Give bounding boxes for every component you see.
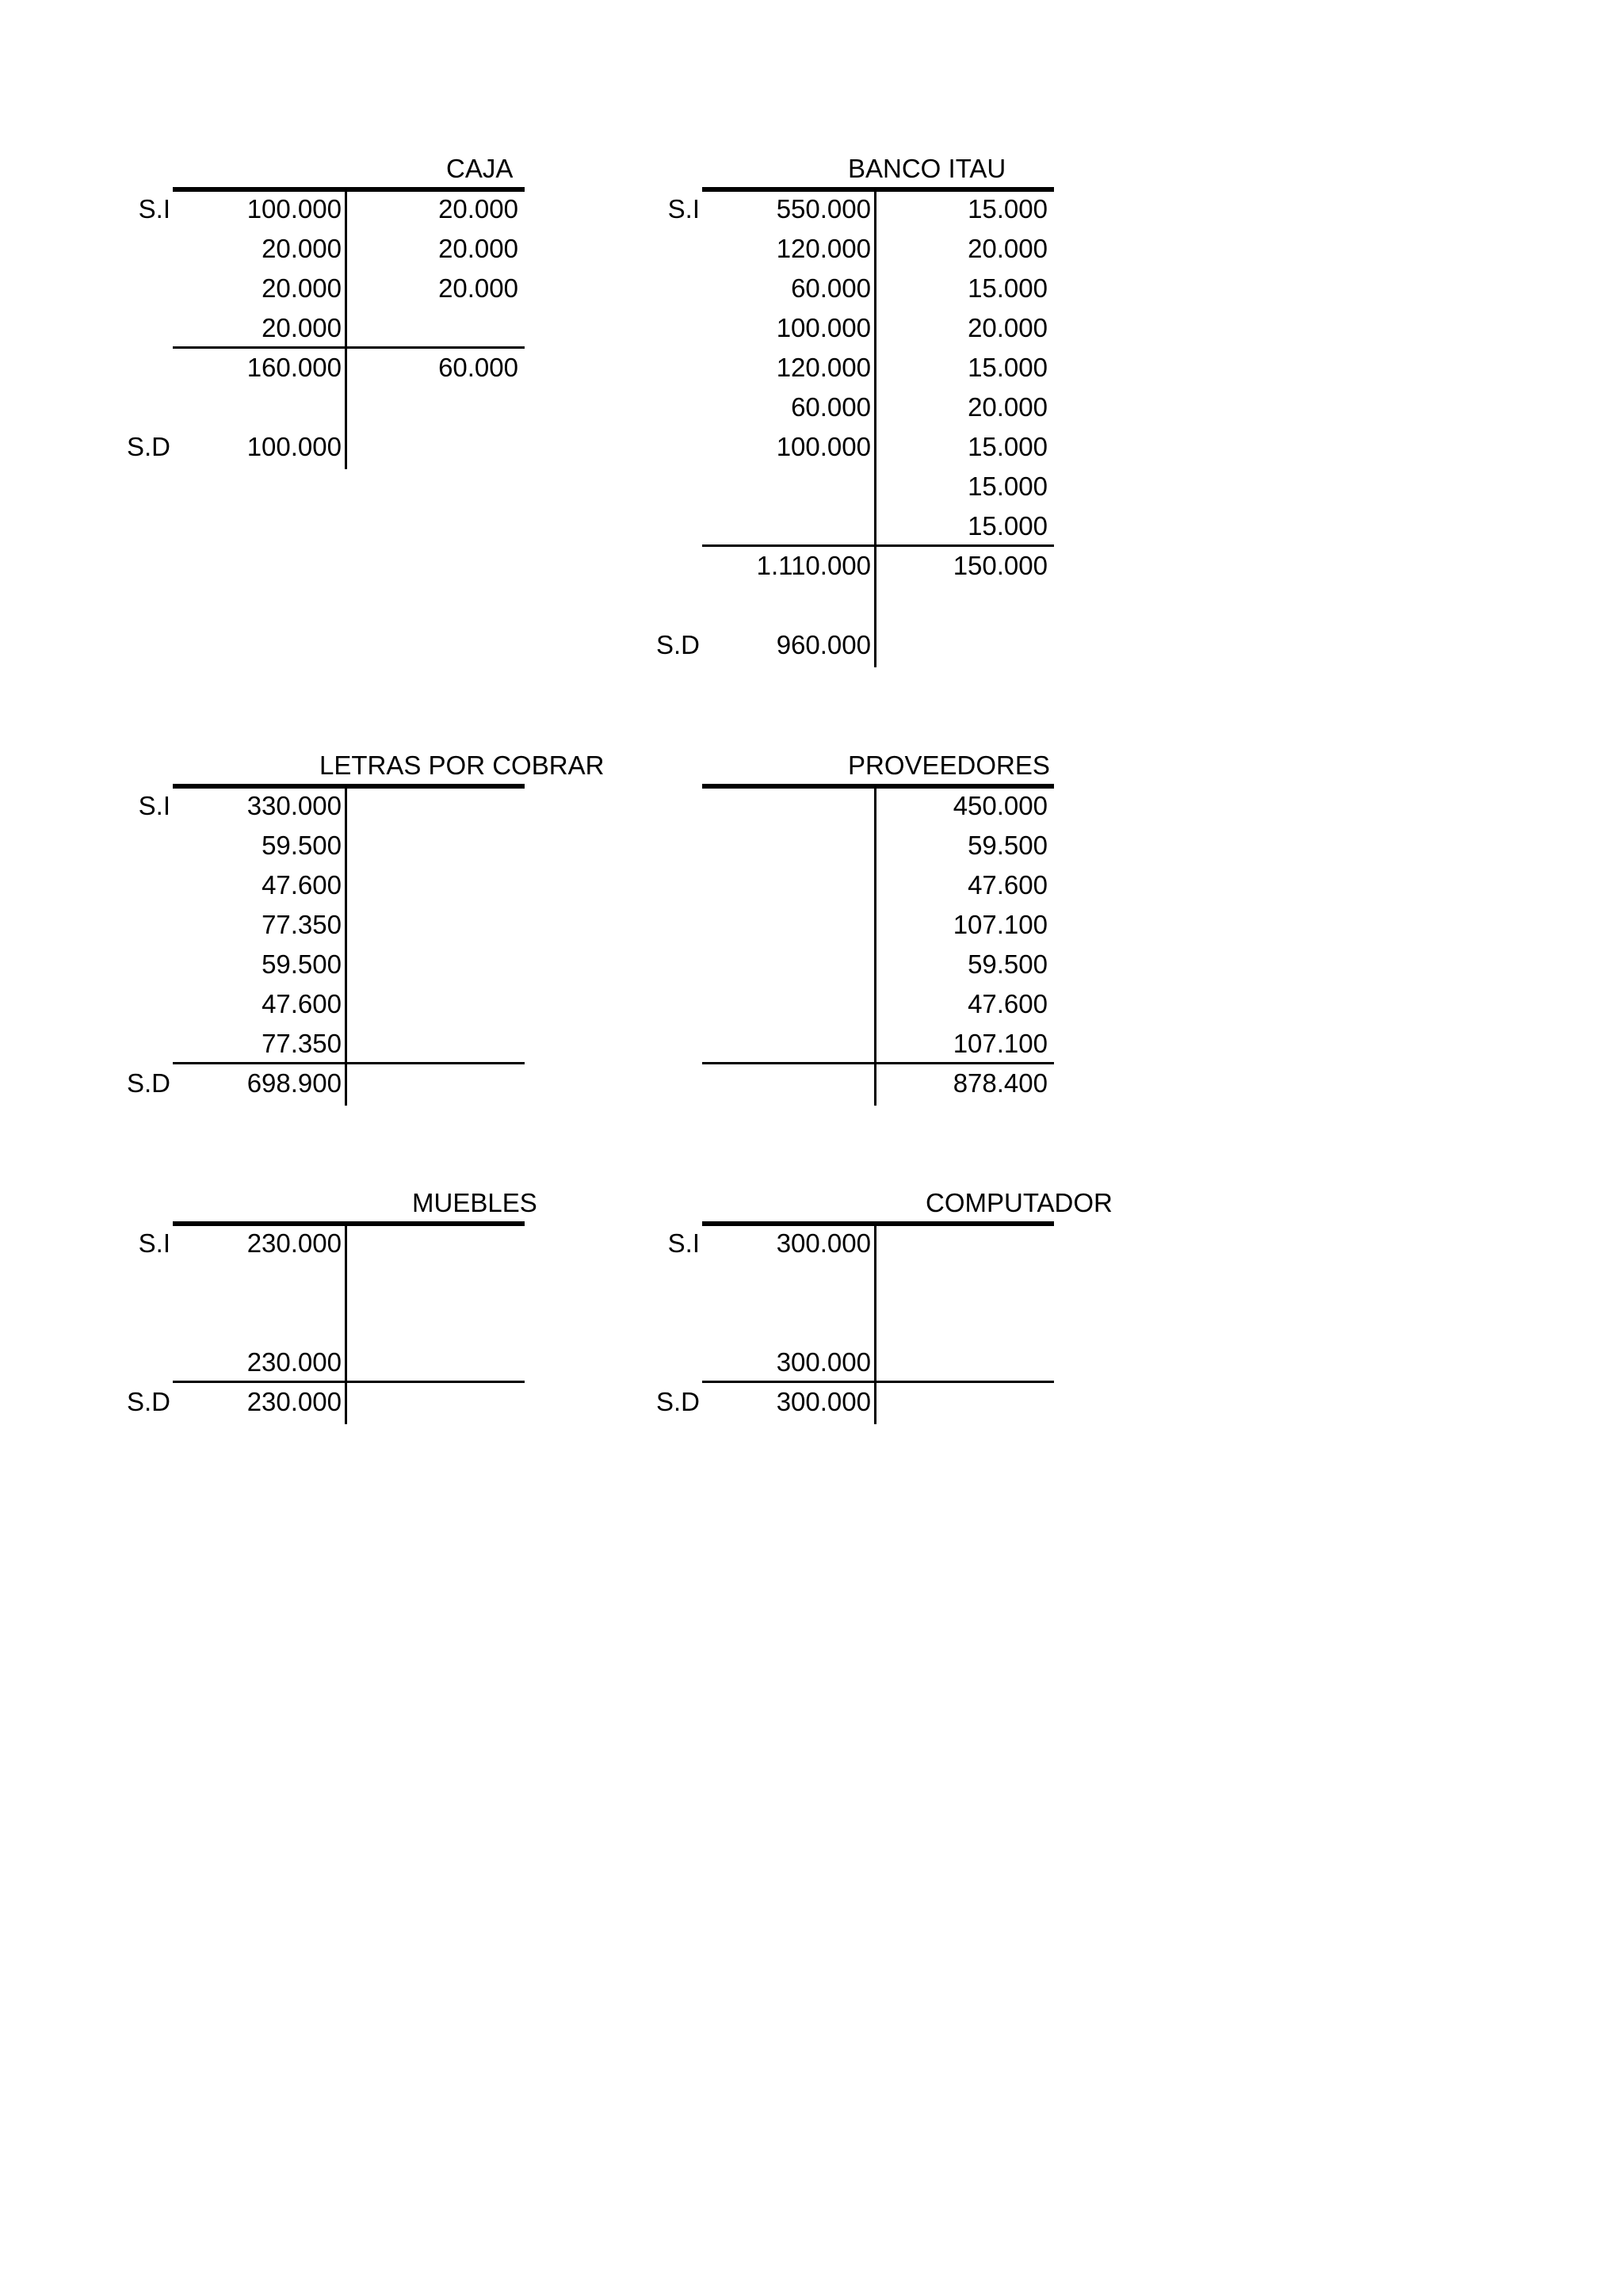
row-label [593, 905, 700, 945]
row-label [593, 984, 700, 1024]
account-vertical-rule [345, 785, 347, 1106]
account-title: MUEBLES [412, 1188, 537, 1217]
debit-amount: 230.000 [246, 1387, 342, 1416]
credit-amount [350, 984, 518, 1024]
debit-amount [704, 1263, 871, 1303]
debit-amount: 20.000 [262, 273, 342, 303]
debit-amount [704, 1064, 871, 1103]
credit-amount: 107.100 [953, 1029, 1048, 1058]
row-label [63, 826, 170, 865]
debit-amount: 100.000 [246, 194, 342, 223]
credit-amount [880, 1343, 1048, 1382]
row-label [593, 1343, 700, 1382]
debit-amount [704, 786, 871, 826]
debit-amount: 300.000 [776, 1387, 871, 1416]
debit-amount: 120.000 [776, 353, 871, 382]
row-label [593, 308, 700, 348]
debit-amount: 20.000 [262, 234, 342, 263]
credit-amount: 20.000 [438, 234, 518, 263]
row-label [593, 269, 700, 308]
credit-amount [350, 826, 518, 865]
row-label [63, 945, 170, 984]
row-label [593, 348, 700, 388]
credit-amount [350, 1263, 518, 1303]
credit-amount: 15.000 [968, 432, 1048, 461]
debit-amount: 330.000 [246, 791, 342, 820]
credit-amount: 20.000 [968, 392, 1048, 422]
row-label: S.I [138, 1228, 170, 1258]
credit-amount [880, 1263, 1048, 1303]
row-label [593, 1263, 700, 1303]
debit-amount: 59.500 [262, 949, 342, 979]
credit-amount: 107.100 [953, 910, 1048, 939]
credit-amount: 878.400 [953, 1068, 1048, 1098]
row-label [63, 1343, 170, 1382]
row-label: S.D [126, 1068, 170, 1098]
credit-amount: 20.000 [438, 194, 518, 223]
debit-amount: 698.900 [246, 1068, 342, 1098]
credit-amount [880, 625, 1048, 665]
account-title: BANCO ITAU [848, 154, 1006, 183]
account-sum-rule [702, 1062, 1054, 1064]
credit-amount: 59.500 [968, 831, 1048, 860]
account-vertical-rule [874, 1223, 876, 1424]
account-title: PROVEEDORES [848, 751, 1050, 780]
row-label [63, 1024, 170, 1064]
row-label [63, 388, 170, 427]
credit-amount [350, 905, 518, 945]
account-vertical-rule [345, 1223, 347, 1424]
debit-amount [704, 506, 871, 546]
credit-amount: 15.000 [968, 511, 1048, 541]
debit-amount [704, 865, 871, 905]
credit-amount [880, 1224, 1048, 1263]
ledger-account-computador [529, 1183, 1187, 1416]
debit-amount: 230.000 [246, 1347, 342, 1377]
account-vertical-rule [345, 189, 347, 469]
credit-amount: 450.000 [953, 791, 1048, 820]
row-label: S.D [655, 1387, 700, 1416]
debit-amount [704, 945, 871, 984]
row-label [63, 905, 170, 945]
row-label: S.D [126, 432, 170, 461]
debit-amount: 77.350 [262, 910, 342, 939]
debit-amount: 60.000 [791, 392, 871, 422]
debit-amount: 77.350 [262, 1029, 342, 1058]
debit-amount [174, 1263, 342, 1303]
row-label [593, 865, 700, 905]
debit-amount [704, 826, 871, 865]
debit-amount: 100.000 [776, 432, 871, 461]
debit-amount: 120.000 [776, 234, 871, 263]
debit-amount: 300.000 [776, 1347, 871, 1377]
row-label: S.D [126, 1387, 170, 1416]
row-label [593, 586, 700, 625]
debit-amount: 47.600 [262, 870, 342, 900]
row-label [63, 984, 170, 1024]
account-sum-rule [173, 346, 525, 349]
debit-amount: 47.600 [262, 989, 342, 1018]
debit-amount [174, 388, 342, 427]
row-label: S.I [667, 1228, 700, 1258]
debit-amount: 60.000 [791, 273, 871, 303]
credit-amount [350, 1382, 518, 1422]
credit-amount [350, 1024, 518, 1064]
credit-amount: 20.000 [438, 273, 518, 303]
credit-amount: 150.000 [953, 551, 1048, 580]
account-title: LETRAS POR COBRAR [319, 751, 605, 780]
debit-amount: 59.500 [262, 831, 342, 860]
row-label [63, 865, 170, 905]
row-label [593, 1064, 700, 1103]
row-label [593, 546, 700, 586]
account-title: COMPUTADOR [926, 1188, 1113, 1217]
credit-amount [350, 1224, 518, 1263]
row-label [593, 427, 700, 467]
row-label [63, 308, 170, 348]
credit-amount: 20.000 [968, 234, 1048, 263]
credit-amount: 60.000 [438, 353, 518, 382]
credit-amount: 47.600 [968, 870, 1048, 900]
credit-amount: 15.000 [968, 353, 1048, 382]
row-label [63, 1263, 170, 1303]
debit-amount [704, 467, 871, 506]
credit-amount [350, 1343, 518, 1382]
row-label [593, 467, 700, 506]
account-vertical-rule [874, 189, 876, 667]
row-label [63, 348, 170, 388]
debit-amount: 20.000 [262, 313, 342, 342]
credit-amount [350, 388, 518, 427]
ledger-account-proveedores [529, 746, 1187, 1098]
debit-amount: 100.000 [246, 432, 342, 461]
credit-amount: 47.600 [968, 989, 1048, 1018]
debit-amount: 1.110.000 [756, 551, 871, 580]
account-sum-rule [702, 544, 1054, 547]
credit-amount [350, 786, 518, 826]
row-label: S.I [138, 194, 170, 223]
row-label [593, 1024, 700, 1064]
row-label: S.D [655, 630, 700, 659]
debit-amount: 960.000 [776, 630, 871, 659]
row-label [593, 786, 700, 826]
row-label: S.I [138, 791, 170, 820]
row-label [593, 388, 700, 427]
debit-amount: 100.000 [776, 313, 871, 342]
debit-amount [704, 905, 871, 945]
account-sum-rule [173, 1381, 525, 1383]
credit-amount: 20.000 [968, 313, 1048, 342]
debit-amount [704, 1024, 871, 1064]
row-label: S.I [667, 194, 700, 223]
row-label [593, 506, 700, 546]
credit-amount [880, 1382, 1048, 1422]
ledger-account-banco-itau [529, 149, 1187, 659]
debit-amount: 550.000 [776, 194, 871, 223]
row-label [593, 945, 700, 984]
row-label [593, 826, 700, 865]
account-sum-rule [702, 1381, 1054, 1383]
credit-amount: 59.500 [968, 949, 1048, 979]
credit-amount [350, 427, 518, 467]
account-vertical-rule [874, 785, 876, 1106]
row-label [63, 269, 170, 308]
debit-amount: 230.000 [246, 1228, 342, 1258]
debit-amount: 160.000 [246, 353, 342, 382]
debit-amount [704, 984, 871, 1024]
credit-amount [350, 1064, 518, 1103]
row-label [63, 229, 170, 269]
credit-amount [350, 945, 518, 984]
row-label [593, 229, 700, 269]
credit-amount [350, 865, 518, 905]
debit-amount [704, 586, 871, 625]
credit-amount: 15.000 [968, 273, 1048, 303]
credit-amount: 15.000 [968, 472, 1048, 501]
account-sum-rule [173, 1062, 525, 1064]
account-title: CAJA [446, 154, 514, 183]
credit-amount [880, 586, 1048, 625]
credit-amount [350, 308, 518, 348]
credit-amount: 15.000 [968, 194, 1048, 223]
debit-amount: 300.000 [776, 1228, 871, 1258]
